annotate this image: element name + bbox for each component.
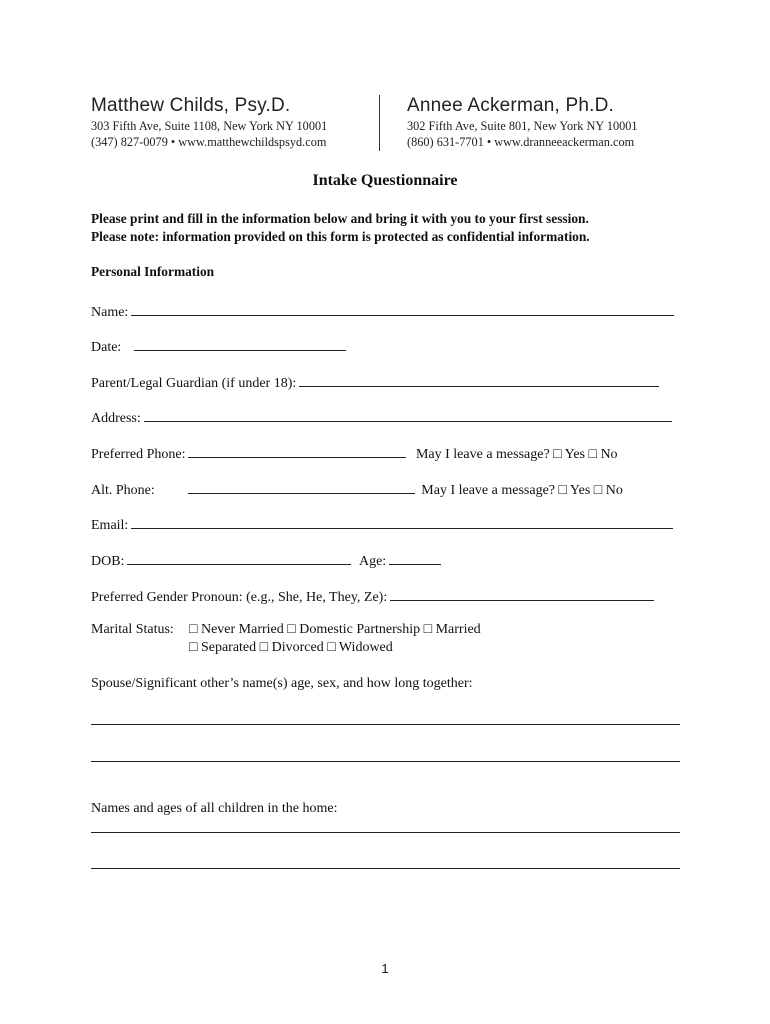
date-row bbox=[91, 336, 346, 357]
name-field[interactable] bbox=[131, 301, 674, 316]
name-row bbox=[91, 301, 674, 322]
address-label: Address: bbox=[91, 411, 141, 426]
marital-options-2[interactable]: □ Separated □ Divorced □ Widowed bbox=[189, 640, 393, 655]
header-divider bbox=[379, 95, 380, 151]
date-field[interactable] bbox=[134, 336, 346, 351]
guardian-field[interactable] bbox=[299, 372, 659, 387]
message-question[interactable]: May I leave a message? □ Yes □ No bbox=[415, 447, 618, 462]
email-field[interactable] bbox=[131, 514, 673, 529]
instruction-line: Please print and fill in the information below and bring it with you to your first session. bbox=[91, 211, 589, 226]
alt-phone-row bbox=[91, 479, 623, 500]
marital-label: Marital Status: bbox=[91, 622, 174, 637]
spouse-line-2[interactable] bbox=[91, 761, 680, 762]
provider-contact: (860) 631-7701 • www.dranneeackerman.com bbox=[407, 135, 635, 149]
spouse-label: Spouse/Significant other’s name(s) age, sex, and how long together: bbox=[91, 676, 473, 691]
provider-name: Matthew Childs, Psy.D. bbox=[91, 95, 291, 116]
children-line-2[interactable] bbox=[91, 868, 680, 869]
provider-left bbox=[91, 94, 327, 150]
dob-label: DOB: bbox=[91, 554, 125, 569]
age-field[interactable] bbox=[389, 550, 441, 565]
children-label: Names and ages of all children in the home: bbox=[91, 801, 338, 816]
instructions bbox=[91, 210, 590, 246]
provider-right bbox=[407, 94, 638, 150]
dob-field[interactable] bbox=[127, 550, 351, 565]
email-label: Email: bbox=[91, 518, 129, 533]
preferred-phone-field[interactable] bbox=[188, 443, 406, 458]
message-question[interactable]: May I leave a message? □ Yes □ No bbox=[421, 483, 623, 498]
address-field[interactable] bbox=[144, 407, 672, 422]
children-line-1[interactable] bbox=[91, 832, 680, 833]
pronoun-field[interactable] bbox=[390, 586, 654, 601]
instruction-line: Please note: information provided on this form is protected as confidential information. bbox=[91, 229, 590, 244]
spouse-line-1[interactable] bbox=[91, 724, 680, 725]
address-row bbox=[91, 407, 672, 428]
provider-contact: (347) 827-0079 • www.matthewchildspsyd.com bbox=[91, 135, 327, 149]
preferred-phone-row bbox=[91, 443, 618, 464]
form-title: Intake Questionnaire bbox=[312, 172, 458, 189]
email-row bbox=[91, 514, 673, 535]
page-number: 1 bbox=[381, 961, 389, 976]
provider-address: 302 Fifth Ave, Suite 801, New York NY 10001 bbox=[407, 119, 638, 133]
preferred-phone-label: Preferred Phone: bbox=[91, 447, 186, 462]
dob-row bbox=[91, 550, 441, 571]
provider-name: Annee Ackerman, Ph.D. bbox=[407, 95, 614, 116]
pronoun-label: Preferred Gender Pronoun: (e.g., She, He, They, Ze): bbox=[91, 590, 388, 605]
section-heading-personal: Personal Information bbox=[91, 264, 215, 279]
provider-address: 303 Fifth Ave, Suite 1108, New York NY 10001 bbox=[91, 119, 328, 133]
guardian-label: Parent/Legal Guardian (if under 18): bbox=[91, 376, 297, 391]
age-label: Age: bbox=[358, 554, 387, 569]
date-label: Date: bbox=[91, 340, 122, 355]
marital-options-1[interactable]: □ Never Married □ Domestic Partnership □ Married bbox=[189, 622, 481, 637]
alt-phone-label: Alt. Phone: bbox=[91, 483, 155, 498]
guardian-row bbox=[91, 372, 659, 393]
alt-phone-field[interactable] bbox=[188, 479, 415, 494]
name-label: Name: bbox=[91, 305, 129, 320]
pronoun-row bbox=[91, 586, 654, 607]
